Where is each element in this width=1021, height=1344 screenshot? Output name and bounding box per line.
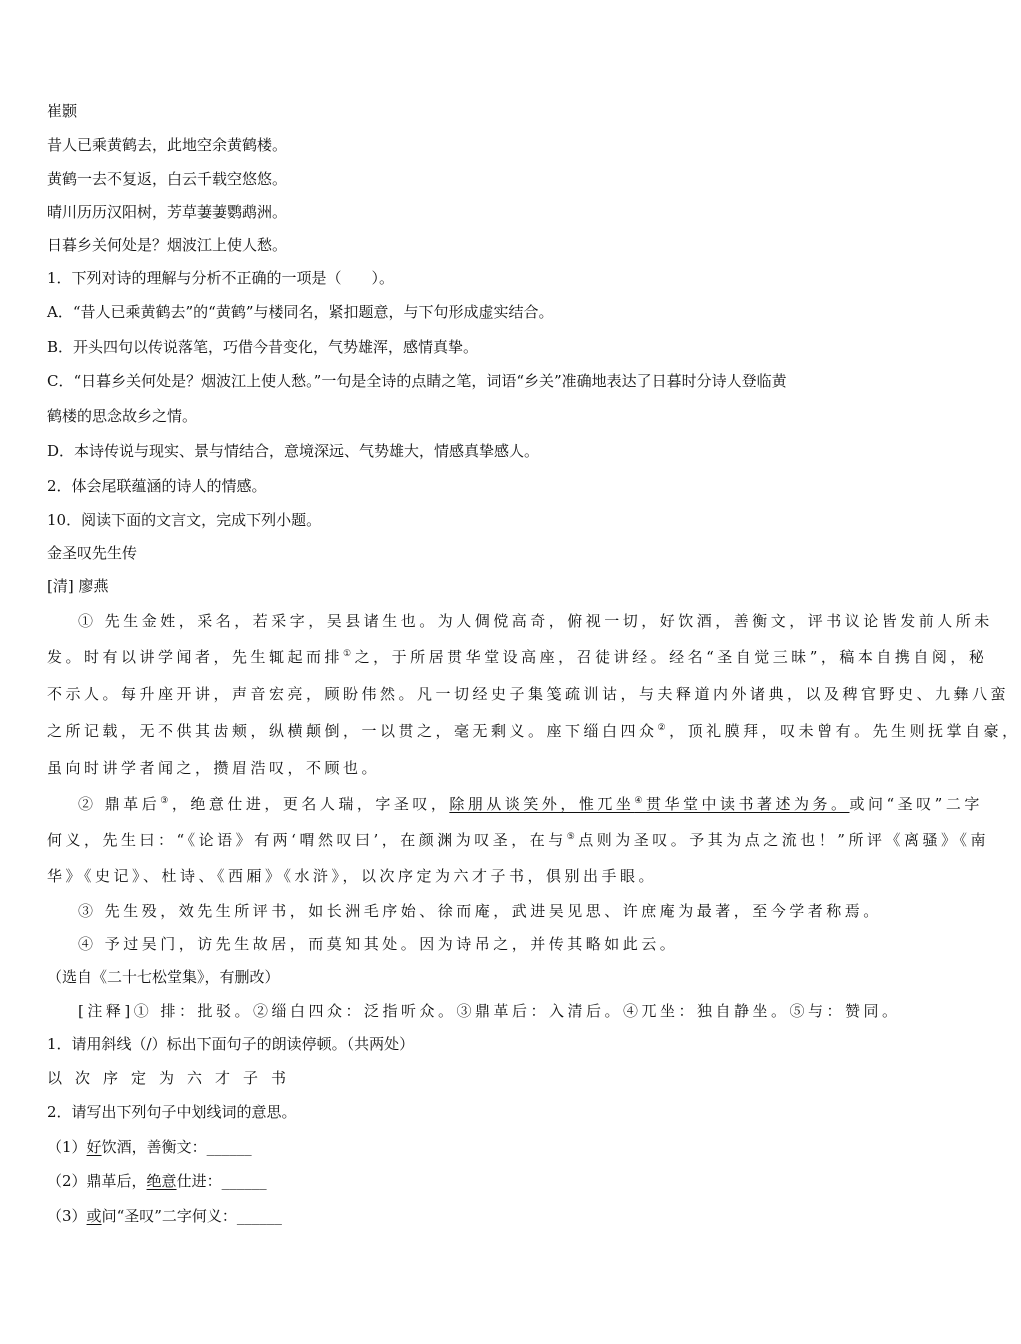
option-b: B．开头四句以传说落笔，巧借今昔变化，气势雄浑，感情真挚。 (47, 338, 479, 356)
underlined-sentence: 除朋从谈笑外，惟兀坐④贯华堂中读书著述为务。 (449, 795, 850, 813)
pause-sentence: 以次序定为六才子书 (47, 1069, 300, 1087)
answer-item-3: （3）或问“圣叹”二字何义：______ (47, 1207, 282, 1225)
answer-item-2: （2）鼎革后，绝意仕进：______ (47, 1172, 267, 1190)
option-a: A．“昔人已乘黄鹤去”的“黄鹤”与楼同名，紧扣题意，与下句形成虚实结合。 (47, 303, 554, 321)
poem-line: 晴川历历汉阳树，芳草萋萋鹦鹉洲。 (47, 203, 288, 221)
footnote-ref: ③ (160, 796, 172, 806)
footnote-ref: ⑤ (566, 832, 579, 842)
paragraph-1-line: 之所记载，无不供其齿颊，纵横颠倒，一以贯之，毫无剩义。座下缁白四众②，顶礼膜拜，叹未曾有。先生则抚掌自豪， (47, 722, 1021, 740)
option-c-cont: 鹤楼的思念故乡之情。 (47, 407, 198, 425)
poem-author: 崔颢 (47, 102, 78, 120)
paragraph-1-line: ① 先生金姓，采名，若采字，吴县诸生也。为人倜傥高奇，俯视一切，好饮酒，善衡文，评书议论皆发前人所未 (78, 612, 993, 630)
option-d: D．本诗传说与现实、景与情结合，意境深远、气势雄大，情感真挚感人。 (47, 442, 540, 460)
question-2: 2．体会尾联蕴涵的诗人的情感。 (47, 477, 267, 495)
passage-title: 金圣叹先生传 (47, 544, 138, 562)
paragraph-2-line: 华》《史记》、杜诗、《西厢》《水浒》，以次序定为六才子书，俱别出手眼。 (47, 867, 658, 885)
passage-source: （选自《二十七松堂集》，有删改） (47, 968, 280, 986)
question-10-intro: 10．阅读下面的文言文，完成下列小题。 (47, 511, 322, 529)
answer-item-1: （1）好饮酒，善衡文：______ (47, 1138, 252, 1156)
poem-line: 黄鹤一去不复返，白云千载空悠悠。 (47, 170, 288, 188)
question-1: 1．下列对诗的理解与分析不正确的一项是（ ）。 (47, 269, 395, 287)
sub-question-1: 1．请用斜线（/）标出下面句子的朗读停顿。（共两处） (47, 1035, 415, 1053)
paragraph-2-line: ② 鼎革后③，绝意仕进，更名人瑞，字圣叹，除朋从谈笑外，惟兀坐④贯华堂中读书著述为务。或问“圣叹”二字 (78, 795, 983, 813)
paragraph-2-line: 何义，先生曰：“《论语》有两‘喟然叹曰’，在颜渊为叹圣，在与⑤点则为圣叹。予其为点之流也！”所评《离骚》《南 (47, 831, 989, 849)
passage-notes: [注释]① 排：批驳。②缁白四众：泛指听众。③鼎革后：入清后。④兀坐：独自静坐。⑤与：赞同。 (78, 1002, 901, 1020)
poem-line: 昔人已乘黄鹤去，此地空余黄鹤楼。 (47, 136, 288, 154)
passage-author: [清] 廖燕 (47, 577, 109, 595)
paragraph-1-line: 不示人。每升座开讲，声音宏亮，顾盼伟然。凡一切经史子集笺疏训诂，与夫释道内外诸典，以及稗官野史、九彝八蛮 (47, 685, 1010, 703)
paragraph-3: ③ 先生殁，效先生所评书，如长洲毛序始、徐而庵，武进吴见思、许庶庵为最著，至今学者称焉。 (78, 902, 882, 920)
paragraph-1-line: 发。时有以讲学闻者，先生辄起而排①之，于所居贯华堂设高座，召徒讲经。经名“圣自觉三昧”，稿本自携自阅，秘 (47, 648, 988, 666)
sub-question-2: 2．请写出下列句子中划线词的意思。 (47, 1103, 297, 1121)
paragraph-1-line: 虽向时讲学者闻之，攒眉浩叹，不顾也。 (47, 759, 381, 777)
footnote-ref: ① (343, 649, 355, 659)
paragraph-4: ④ 予过吴门，访先生故居，而莫知其处。因为诗吊之，并传其略如此云。 (78, 935, 679, 953)
poem-line: 日暮乡关何处是？烟波江上使人愁。 (47, 236, 288, 254)
option-c: C．“日暮乡关何处是？烟波江上使人愁。”一句是全诗的点睛之笔，词语“乡关”准确地表达了日暮时分诗人登临黄 (47, 372, 787, 390)
footnote-ref: ② (657, 723, 670, 733)
